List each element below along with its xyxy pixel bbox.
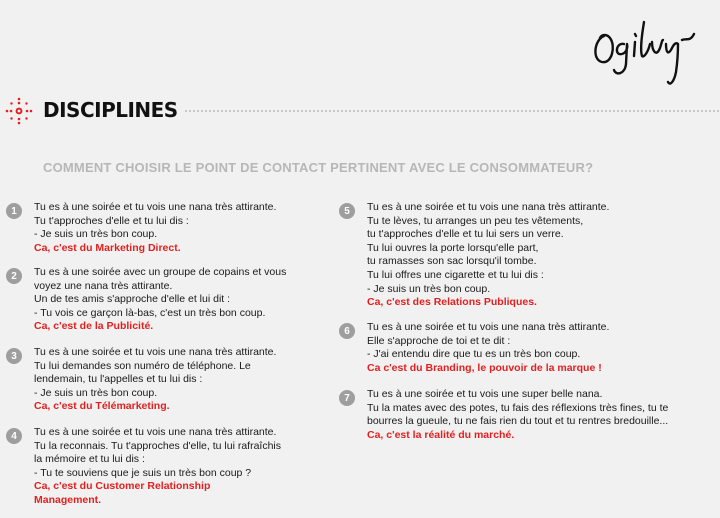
item-line: la mémoire et tu lui dis :	[34, 453, 145, 466]
item-text	[34, 346, 276, 414]
item-line: - Je suis un très bon coup.	[34, 386, 158, 399]
item-number-badge: 7	[339, 390, 355, 406]
item-line: tu ramasses son sac lorsqu'il tombe.	[367, 255, 537, 268]
section-subtitle: COMMENT CHOISIR LE POINT DE CONTACT PERTINENT AVEC LE CONSOMMATEUR?	[43, 160, 594, 175]
item-line: Elle s'approche de toi et te dit :	[367, 334, 511, 347]
item-text	[34, 201, 276, 255]
item-line: Tu lui demandes son numéro de téléphone. Le	[34, 359, 251, 372]
item-highlight: Ca c'est du Branding, le pouvoir de la marque !	[367, 361, 602, 374]
item-highlight: Ca, c'est la réalité du marché.	[367, 428, 515, 441]
item-line: Tu es à une soirée et tu vois une nana très attirante.	[34, 426, 277, 438]
item-line: Tu lui ouvres la porte lorsqu'elle part,	[367, 241, 539, 254]
item-number-badge: 3	[6, 348, 22, 364]
item-line: Tu es à une soirée avec un groupe de copains et vous	[34, 266, 287, 278]
item-line: voyez une nana très attirante.	[34, 279, 173, 292]
item-text	[34, 426, 281, 508]
item-line: Tu es à une soirée et tu vois une nana très attirante.	[34, 346, 277, 358]
item-text	[367, 388, 668, 442]
item-number-badge: 5	[339, 203, 355, 219]
item-number-badge: 4	[6, 428, 22, 444]
item-line: - Je suis un très bon coup.	[367, 282, 491, 295]
item-number-badge: 1	[6, 203, 22, 219]
item-line: Un de tes amis s'approche d'elle et lui dit :	[34, 293, 231, 306]
item-number-badge: 6	[339, 323, 355, 339]
item-highlight: Ca, c'est de la Publicité.	[34, 320, 154, 333]
item-line: lendemain, tu l'appelles et tu lui dis :	[34, 373, 203, 386]
item-line: tu t'approches d'elle et tu lui sers un verre.	[367, 228, 564, 241]
page-title: DISCIPLINES	[43, 98, 178, 122]
item-line: bourres la gueule, tu ne fais rien du tout et tu rentres bredouille...	[367, 415, 669, 428]
item-line: Tu la mates avec des potes, tu fais des réflexions très fines, tu te	[367, 401, 669, 414]
item-line: Tu es à une soirée et tu vois une nana très attirante.	[34, 201, 277, 213]
item-line: - Je suis un très bon coup.	[34, 228, 158, 241]
item-line: Tu es à une soirée et tu vois une nana très attirante.	[367, 321, 610, 333]
item-text	[367, 321, 609, 375]
dotted-divider	[184, 110, 720, 112]
item-text	[34, 266, 286, 334]
item-highlight: Ca, c'est du Customer Relationship	[34, 480, 211, 493]
item-line: Tu la reconnais. Tu t'approches d'elle, tu lui rafraîchis	[34, 439, 281, 452]
item-highlight: Ca, c'est du Télémarketing.	[34, 400, 170, 413]
item-line: Tu te lèves, tu arranges un peu tes vêtements,	[367, 214, 584, 227]
item-line: - Tu te souviens que je suis un très bon coup ?	[34, 466, 252, 479]
item-line: Tu t'approches d'elle et tu lui dis :	[34, 214, 189, 227]
red-target-icon	[4, 96, 34, 126]
ogilvy-logo	[590, 12, 708, 90]
section-header	[4, 96, 720, 126]
item-highlight: Ca, c'est du Marketing Direct.	[34, 241, 181, 254]
item-line: Tu es à une soirée et tu vois une nana très attirante.	[367, 201, 610, 213]
item-line: Tu es à une soirée et tu vois une super belle nana.	[367, 388, 603, 400]
item-line: Tu lui offres une cigarette et tu lui dis :	[367, 268, 544, 281]
item-highlight: Management.	[34, 493, 102, 506]
ogilvy-signature-icon	[590, 12, 708, 90]
item-line: - J'ai entendu dire que tu es un très bon coup.	[367, 348, 581, 361]
item-number-badge: 2	[6, 268, 22, 284]
item-line: - Tu vois ce garçon là-bas, c'est un très bon coup.	[34, 306, 266, 319]
item-text	[367, 201, 609, 310]
item-highlight: Ca, c'est des Relations Publiques.	[367, 296, 537, 309]
